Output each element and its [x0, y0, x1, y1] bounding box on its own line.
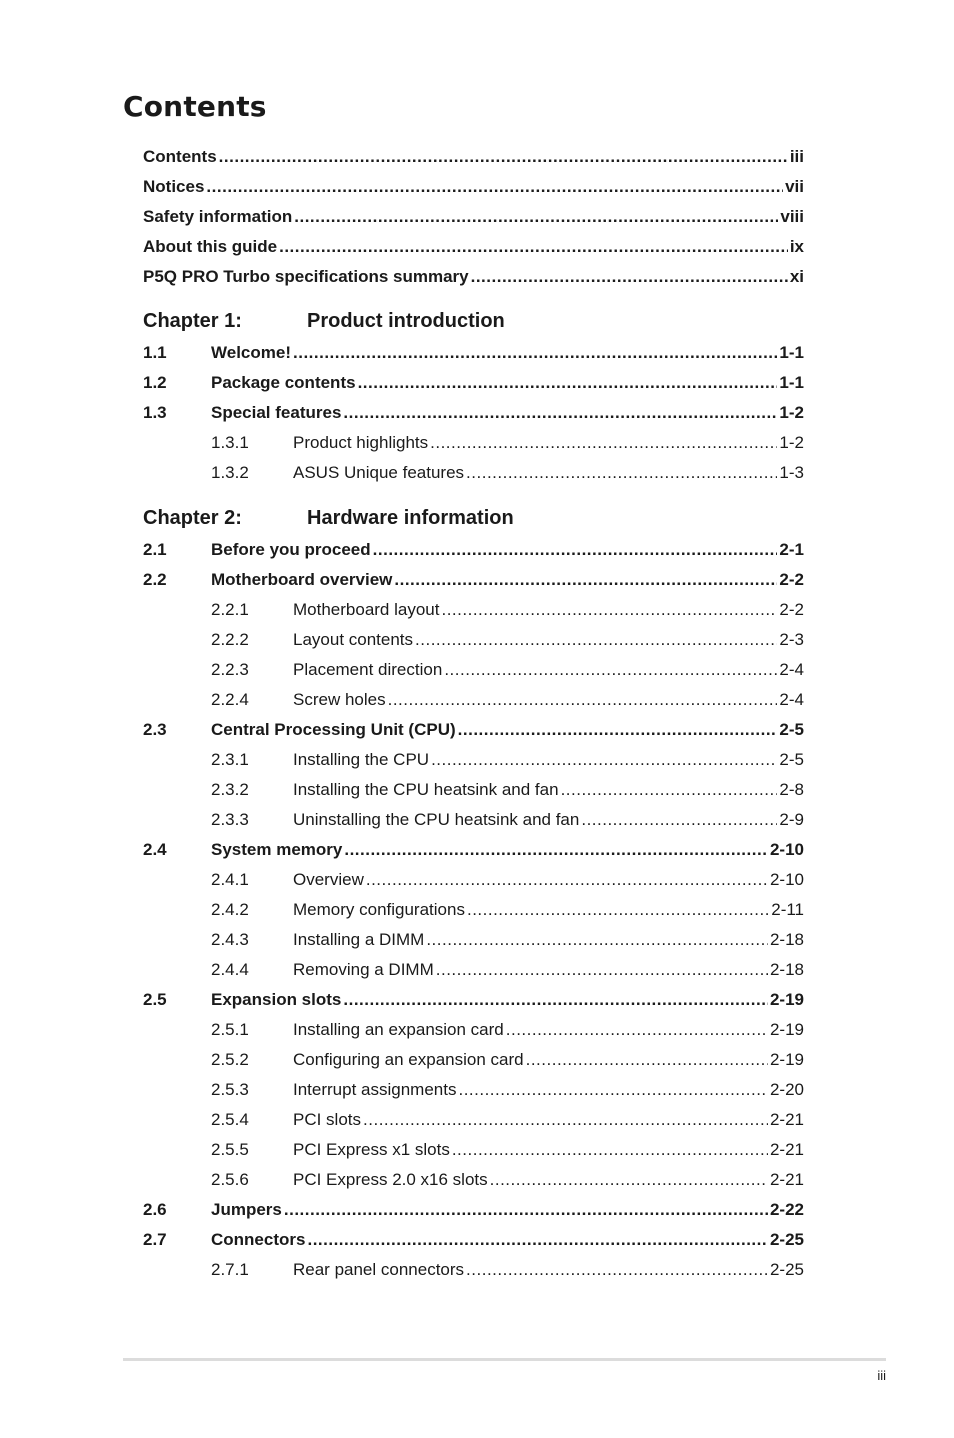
- toc-entry-leader: [211, 840, 804, 860]
- toc-entry[interactable]: [143, 458, 804, 488]
- toc-entry-leader: [293, 660, 804, 680]
- toc-entry-title: Placement direction: [293, 660, 443, 679]
- toc-entry-title: Special features: [211, 403, 342, 422]
- toc-entry-number: 2.7: [143, 1230, 167, 1249]
- footer-page-number: iii: [877, 1368, 886, 1383]
- toc-entry-title: Uninstalling the CPU heatsink and fan: [293, 810, 580, 829]
- toc-entry[interactable]: [143, 775, 804, 805]
- toc-entry-title: Welcome!: [211, 343, 291, 362]
- toc-entry[interactable]: [143, 1195, 804, 1225]
- toc-entry-title: Screw holes: [293, 690, 386, 709]
- toc-entry-page: 2-21: [769, 1170, 804, 1189]
- toc-entry-title: Installing the CPU: [293, 750, 430, 769]
- toc-entry-leader: [211, 343, 804, 363]
- dot-leader: [467, 900, 769, 920]
- toc-entry-page: 2-21: [769, 1110, 804, 1129]
- chapter-label: Chapter 1:: [143, 309, 242, 332]
- toc-entry-leader: [293, 960, 804, 980]
- toc-entry[interactable]: [143, 895, 804, 925]
- dot-leader: [506, 1020, 768, 1040]
- toc-entry-title: Connectors: [211, 1230, 306, 1249]
- toc-entry[interactable]: [143, 535, 804, 565]
- toc-entry-page: 1-2: [779, 433, 804, 452]
- dot-leader: [458, 720, 778, 740]
- toc-entry-number: 2.2: [143, 570, 167, 589]
- toc-entry-title: Installing the CPU heatsink and fan: [293, 780, 559, 799]
- toc-entry[interactable]: [143, 955, 804, 985]
- dot-leader: [279, 237, 788, 257]
- toc-entry[interactable]: [143, 172, 804, 202]
- toc-entry-page: 2-11: [771, 900, 804, 919]
- toc-entry-page: 2-5: [779, 750, 804, 769]
- toc-entry[interactable]: [143, 565, 804, 595]
- chapter-title: Hardware information: [307, 506, 514, 529]
- toc-entry[interactable]: [143, 1165, 804, 1195]
- toc-entry[interactable]: [143, 925, 804, 955]
- toc-entry[interactable]: [143, 142, 804, 172]
- toc-entry-number: 2.2.2: [211, 630, 249, 649]
- toc-entry-page: 1-2: [779, 403, 804, 422]
- toc-entry-page: 2-5: [779, 720, 804, 739]
- dot-leader: [561, 780, 778, 800]
- toc-entry-number: 2.4: [143, 840, 167, 859]
- toc-entry-leader: [211, 540, 804, 560]
- toc-entry-number: 2.5.2: [211, 1050, 249, 1069]
- dot-leader: [294, 207, 778, 227]
- toc-entry-leader: [211, 373, 804, 393]
- toc-entry[interactable]: [143, 985, 804, 1015]
- toc-entry-page: 2-2: [779, 570, 804, 589]
- toc-entry-title: Memory configurations: [293, 900, 465, 919]
- chapter-heading: [143, 304, 804, 338]
- toc-entry-number: 2.5.3: [211, 1080, 249, 1099]
- toc-entry-number: 2.2.1: [211, 600, 249, 619]
- toc-entry-title: Safety information: [143, 207, 293, 226]
- toc-entry-title: Before you proceed: [211, 540, 371, 559]
- toc-entry-page: 2-4: [779, 660, 804, 679]
- toc-entry-leader: [211, 720, 804, 740]
- toc-entry-number: 2.3.3: [211, 810, 249, 829]
- toc-entry-title: Interrupt assignments: [293, 1080, 457, 1099]
- page-title: Contents: [123, 90, 267, 123]
- dot-leader: [344, 840, 768, 860]
- toc-entry[interactable]: [143, 1015, 804, 1045]
- toc-entry-number: 2.2.3: [211, 660, 249, 679]
- dot-leader: [466, 1260, 768, 1280]
- toc-entry-number: 2.3.2: [211, 780, 249, 799]
- dot-leader: [293, 343, 777, 363]
- toc-entry-number: 2.5: [143, 990, 167, 1009]
- toc-entry-number: 2.3.1: [211, 750, 249, 769]
- toc-entry-number: 1.2: [143, 373, 167, 392]
- toc-entry-leader: [143, 177, 804, 197]
- dot-leader: [466, 463, 777, 483]
- toc-entry[interactable]: [143, 368, 804, 398]
- dot-leader: [358, 373, 778, 393]
- chapter-heading: [143, 501, 804, 535]
- toc-entry-title: Installing an expansion card: [293, 1020, 504, 1039]
- toc-entry-leader: [211, 990, 804, 1010]
- toc-entry-leader: [293, 1110, 804, 1130]
- dot-leader: [441, 600, 777, 620]
- chapter-title: Product introduction: [307, 309, 505, 332]
- toc-entry-page: vii: [785, 177, 804, 196]
- toc-entry-number: 2.3: [143, 720, 167, 739]
- toc-entry[interactable]: [143, 745, 804, 775]
- toc-entry-leader: [293, 600, 804, 620]
- chapter-label: Chapter 2:: [143, 506, 242, 529]
- toc-entry-title: Configuring an expansion card: [293, 1050, 524, 1069]
- toc-entry[interactable]: [143, 232, 804, 262]
- toc-entry-leader: [293, 930, 804, 950]
- toc-entry-page: 2-18: [769, 930, 804, 949]
- dot-leader: [436, 960, 768, 980]
- toc-entry[interactable]: [143, 655, 804, 685]
- toc-entry[interactable]: [143, 595, 804, 625]
- dot-leader: [444, 660, 777, 680]
- toc-entry-page: 2-19: [769, 990, 804, 1009]
- toc-entry[interactable]: [143, 262, 804, 292]
- toc-entry-page: 2-18: [769, 960, 804, 979]
- toc-entry[interactable]: [143, 338, 804, 368]
- toc-entry-number: 1.3.1: [211, 433, 249, 452]
- toc-entry-leader: [293, 1020, 804, 1040]
- dot-leader: [415, 630, 777, 650]
- toc-entry-number: 1.3.2: [211, 463, 249, 482]
- toc-entry-page: iii: [789, 147, 804, 166]
- toc-chapter-1: [143, 304, 804, 488]
- toc-entry-number: 1.3: [143, 403, 167, 422]
- dot-leader: [343, 403, 777, 423]
- toc-entry-title: Product highlights: [293, 433, 429, 452]
- toc-entry-title: Notices: [143, 177, 205, 196]
- toc-entry-title: Overview: [293, 870, 364, 889]
- toc-entry-page: 1-1: [779, 343, 804, 362]
- toc-entry-leader: [293, 463, 804, 483]
- toc-entry-number: 2.5.5: [211, 1140, 249, 1159]
- dot-leader: [343, 990, 768, 1010]
- toc-entry[interactable]: [143, 428, 804, 458]
- toc-entry-number: 2.4.2: [211, 900, 249, 919]
- toc-entry-page: 2-2: [779, 600, 804, 619]
- toc-entry-number: 2.4.1: [211, 870, 249, 889]
- toc-entry-page: 2-20: [769, 1080, 804, 1099]
- toc-entry[interactable]: [143, 835, 804, 865]
- toc-entry-number: 2.2.4: [211, 690, 249, 709]
- toc-entry-leader: [211, 570, 804, 590]
- toc-entry-title: Central Processing Unit (CPU): [211, 720, 456, 739]
- toc-entry[interactable]: [143, 685, 804, 715]
- toc-entry-page: viii: [780, 207, 804, 226]
- dot-leader: [490, 1170, 768, 1190]
- dot-leader: [394, 570, 777, 590]
- toc-entry-number: 1.1: [143, 343, 167, 362]
- dot-leader: [366, 870, 768, 890]
- toc-entry-leader: [293, 870, 804, 890]
- toc-entry-number: 2.6: [143, 1200, 167, 1219]
- dot-leader: [363, 1110, 768, 1130]
- toc-entry-page: 2-3: [779, 630, 804, 649]
- toc-entry-leader: [293, 690, 804, 710]
- dot-leader: [284, 1200, 768, 1220]
- dot-leader: [526, 1050, 768, 1070]
- dot-leader: [219, 147, 788, 167]
- toc-entry[interactable]: [143, 398, 804, 428]
- toc-entry-title: Motherboard overview: [211, 570, 393, 589]
- dot-leader: [307, 1230, 768, 1250]
- dot-leader: [431, 750, 777, 770]
- toc-entry-title: Package contents: [211, 373, 356, 392]
- toc-entry-number: 2.1: [143, 540, 167, 559]
- toc-entry-leader: [293, 900, 804, 920]
- toc-entry-title: Jumpers: [211, 1200, 282, 1219]
- toc-entry-leader: [293, 1170, 804, 1190]
- toc-entry[interactable]: [143, 805, 804, 835]
- toc-entry-number: 2.7.1: [211, 1260, 249, 1279]
- toc-entry-page: 2-21: [769, 1140, 804, 1159]
- toc-entry-title: PCI Express x1 slots: [293, 1140, 450, 1159]
- toc-entry-title: System memory: [211, 840, 343, 859]
- toc-entry-leader: [293, 1080, 804, 1100]
- footer-rule: [123, 1358, 886, 1361]
- toc-entry-page: 2-19: [769, 1050, 804, 1069]
- toc-entry[interactable]: [143, 202, 804, 232]
- toc-entry-title: PCI Express 2.0 x16 slots: [293, 1170, 488, 1189]
- toc-entry-leader: [293, 433, 804, 453]
- toc-entry-page: 2-22: [769, 1200, 804, 1219]
- toc-entry-title: Installing a DIMM: [293, 930, 425, 949]
- toc-entry-number: 2.5.4: [211, 1110, 249, 1129]
- toc-entry-title: Contents: [143, 147, 217, 166]
- toc-entry-title: About this guide: [143, 237, 278, 256]
- dot-leader: [452, 1140, 768, 1160]
- dot-leader: [430, 433, 777, 453]
- toc-entry[interactable]: [143, 1045, 804, 1075]
- toc-entry-page: ix: [789, 237, 804, 256]
- toc-entry-leader: [293, 1260, 804, 1280]
- toc-entry[interactable]: [143, 1105, 804, 1135]
- toc-entry[interactable]: [143, 1225, 804, 1255]
- toc-entry-leader: [293, 810, 804, 830]
- toc-entry-title: PCI slots: [293, 1110, 362, 1129]
- toc-entry-leader: [293, 780, 804, 800]
- toc-entry[interactable]: [143, 715, 804, 745]
- toc-entry-number: 2.4.4: [211, 960, 249, 979]
- toc-chapter-2: [143, 501, 804, 1285]
- toc-entry-number: 2.4.3: [211, 930, 249, 949]
- toc-entry-leader: [143, 267, 804, 287]
- toc-entry-leader: [143, 237, 804, 257]
- toc-entry-leader: [211, 403, 804, 423]
- toc-entry-title: Motherboard layout: [293, 600, 440, 619]
- toc-entry-leader: [211, 1230, 804, 1250]
- dot-leader: [373, 540, 778, 560]
- toc-entry-page: 2-4: [779, 690, 804, 709]
- toc-entry-page: xi: [789, 267, 804, 286]
- toc-entry-leader: [293, 1050, 804, 1070]
- toc-entry[interactable]: [143, 1135, 804, 1165]
- dot-leader: [426, 930, 768, 950]
- toc-entry-title: Removing a DIMM: [293, 960, 434, 979]
- toc-entry-page: 2-19: [769, 1020, 804, 1039]
- dot-leader: [471, 267, 788, 287]
- toc-entry[interactable]: [143, 625, 804, 655]
- dot-leader: [458, 1080, 768, 1100]
- toc-entry-page: 1-1: [779, 373, 804, 392]
- dot-leader: [388, 690, 778, 710]
- toc-entry-page: 2-10: [769, 870, 804, 889]
- toc-entry[interactable]: [143, 1255, 804, 1285]
- toc-entry-page: 2-10: [769, 840, 804, 859]
- toc-entry-page: 2-25: [769, 1260, 804, 1279]
- toc-entry-title: Layout contents: [293, 630, 414, 649]
- toc-entry-title: P5Q PRO Turbo specifications summary: [143, 267, 469, 286]
- dot-leader: [581, 810, 777, 830]
- toc-entry-number: 2.5.1: [211, 1020, 249, 1039]
- toc-entry-leader: [293, 750, 804, 770]
- toc-entry[interactable]: [143, 1075, 804, 1105]
- toc-entry-page: 1-3: [779, 463, 804, 482]
- toc-entry-title: Rear panel connectors: [293, 1260, 465, 1279]
- toc-entry-title: ASUS Unique features: [293, 463, 465, 482]
- toc-entry-leader: [143, 207, 804, 227]
- toc-front-matter: [143, 142, 804, 292]
- toc-entry-leader: [293, 630, 804, 650]
- toc-entry-number: 2.5.6: [211, 1170, 249, 1189]
- toc-entry-page: 2-9: [779, 810, 804, 829]
- toc-entry-page: 2-1: [779, 540, 804, 559]
- toc-entry-leader: [143, 147, 804, 167]
- toc-entry[interactable]: [143, 865, 804, 895]
- toc-entry-leader: [211, 1200, 804, 1220]
- toc-entry-page: 2-8: [779, 780, 804, 799]
- toc-entry-leader: [293, 1140, 804, 1160]
- toc-entry-title: Expansion slots: [211, 990, 342, 1009]
- dot-leader: [206, 177, 783, 197]
- toc-entry-page: 2-25: [769, 1230, 804, 1249]
